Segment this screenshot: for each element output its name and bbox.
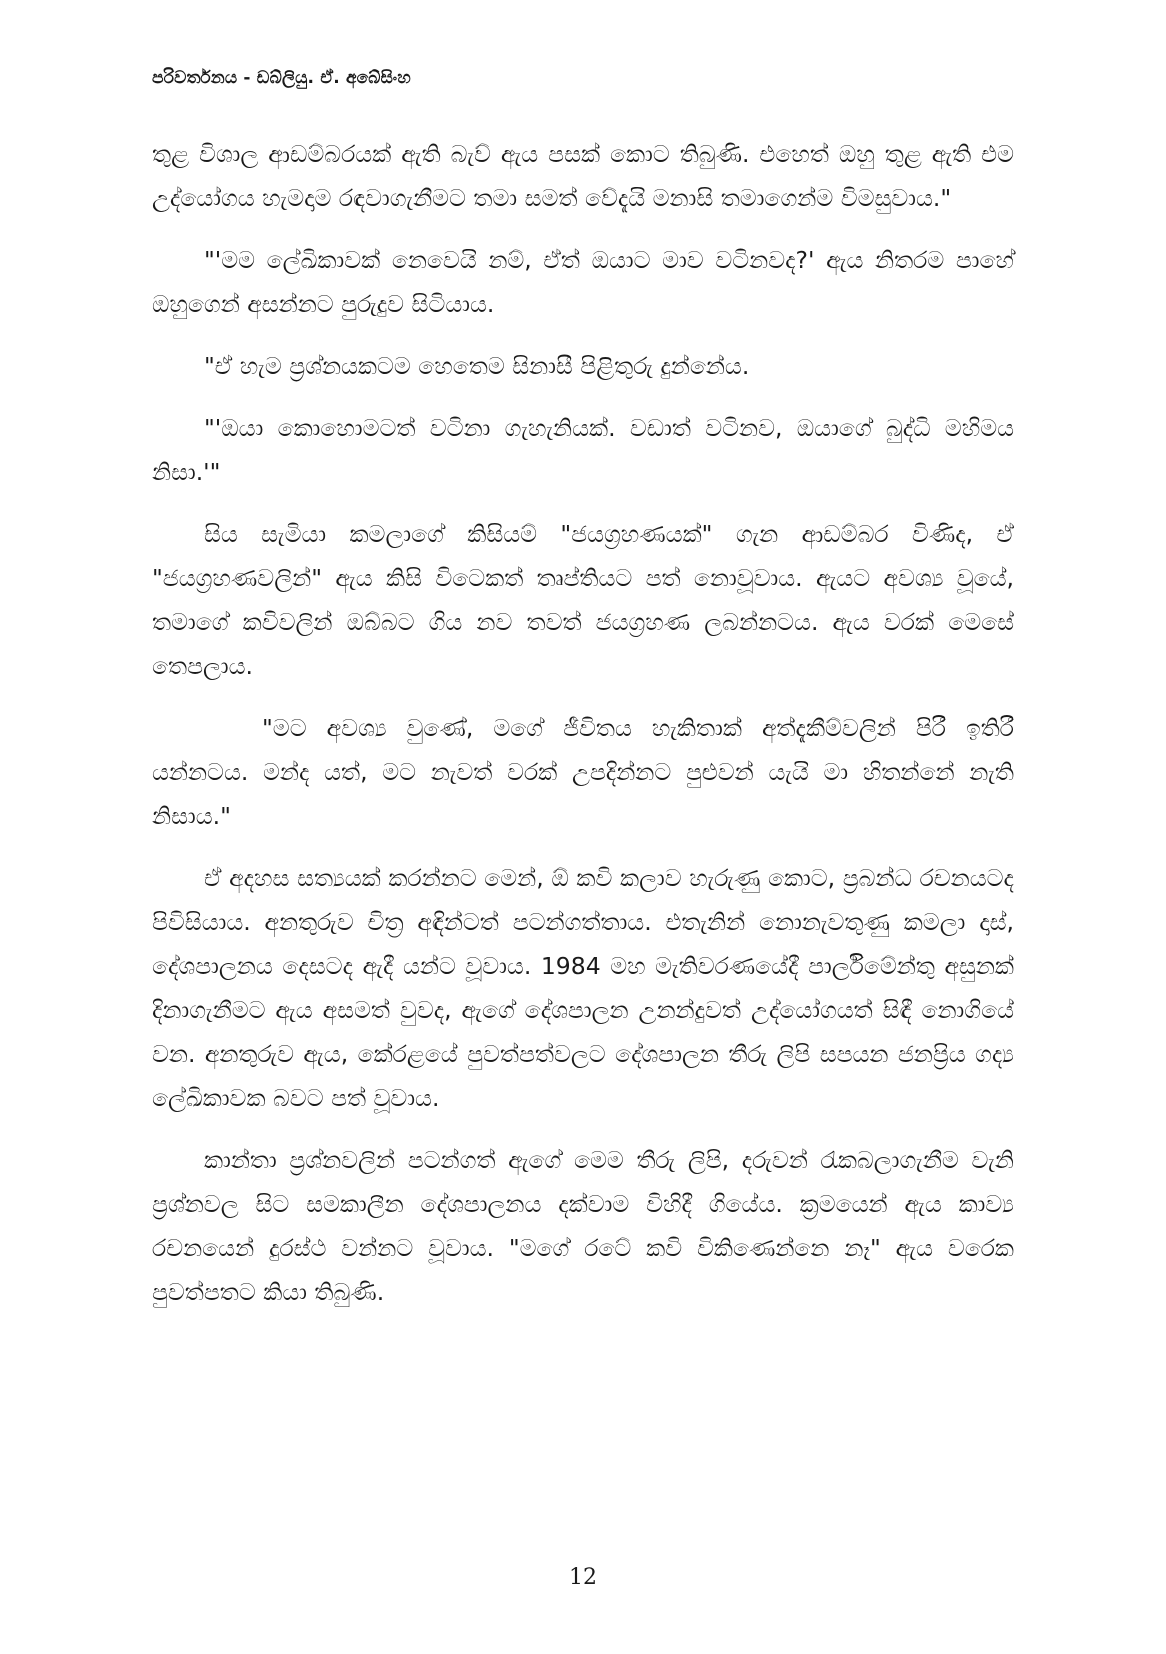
page-number: 12 [569,1565,597,1590]
paragraph: කාන්තා ප්‍රශ්නවලින් පටන්ගත් ඇගේ මෙම තීරු ලිපි, දරුවන් රැකබලාගැනීම වැනි ප්‍රශ්නවල සිට සමකාලීන දේශපාලනය දක්වාම විහිදී ගියේය. ක්‍රමයෙන් ඇය කාව්‍ය රචනයෙන් දුරස්ථ වන්නට වූවාය. "මගේ රටේ කවි විකිණෙන්නෙ නෑ" ඇය වරෙක පුවත්පතට කියා තිබුණි. [152,1146,1014,1306]
paragraph-continuation: තුළ විශාල ආඩම්බරයක් ඇති බැව් ඇය පසක් කොට තිබුණි. එහෙත් ඔහු තුළ ඇති එම උද්යෝගය හැමදාම රඳවාගැනීමට තමා සමත් වේදැයි මනාසි තමාගෙන්ම විමසුවාය." [152,140,1014,212]
paragraph-dialogue: "'මම ලේඛිකාවක් නෙවෙයි නම්, ඒත් ඔයාට මාව වටිනවද?' ඇය නිතරම පාහේ ඔහුගෙන් අසන්නට පුරුදුව සිටියාය. [152,246,1014,318]
paragraph: සිය සැමියා කමලාගේ කිසියම් "ජයග්‍රහණයක්" ගැන ආඩම්බර විණිද, ඒ "ජයග්‍රහණවලින්" ඇය කිසි විටෙකත් තෘප්තියට පත් නොවූවාය. ඇයට අවශ්‍ය වූයේ, තමාගේ කවිවලින් ඔබ්බට ගිය නව තවත් ජයග්‍රහණ ලබන්නටය. ඇය වරක් මෙසේ තෙපලාය. [152,520,1014,680]
paragraph-dialogue: "'ඔයා කොහොමටත් වටිනා ගැහැනියක්. වඩාත් වටිනව, ඔයාගේ බුද්ධි මහිමය නිසා.'" [152,414,1014,486]
paragraph-quote: "මට අවශ්‍ය වුණේ, මගේ ජීවිතය හැකිතාක් අත්දැකීම්වලින් පිරී ඉතිරී යන්නටය. මන්ද යත්, මට නැවත් වරක් උපදින්නට පුළුවන් යැයි මා හිතන්නේ නැති නිසාය." [152,714,1014,830]
body-text [152,132,1014,1332]
paragraph-dialogue: "ඒ හැම ප්‍රශ්නයකටම හෙතෙම සිනාසී පිළිතුරු දුන්නේය. [204,352,750,380]
paragraph: ඒ අදහස සත්‍යයක් කරන්නට මෙන්, ඕ කවි කලාව හැරුණු කොට, ප්‍රබන්ධ රචනයටද පිවිසියාය. අනතුරුව චිත්‍ර අඳින්ටත් පටන්ගත්තාය. එතැනින් නොනැවතුණු කමලා දාස්, දේශපාලනය දෙසටද ඇදී යන්ට වූවාය. 1984 මහ මැතිවරණයේදී පාර්ලිමේන්තු අසුනක් දිනාගැනීමට ඇය අසමත් වුවද, ඇගේ දේශපාලන උනන්දුවත් උද්යෝගයත් සිඳී නොගියේ වන. අනතුරුව ඇය, කේරළයේ පුවත්පත්වලට දේශපාලන තීරු ලිපි සපයන ජනප්‍රිය ගද්‍ය ලේඛිකාවක බවට පත් වූවාය. [152,864,1014,1112]
running-header-title: පරිවර්තනය - ඩබ්ලියු. ඒ. අබේසිංහ [152,68,411,88]
